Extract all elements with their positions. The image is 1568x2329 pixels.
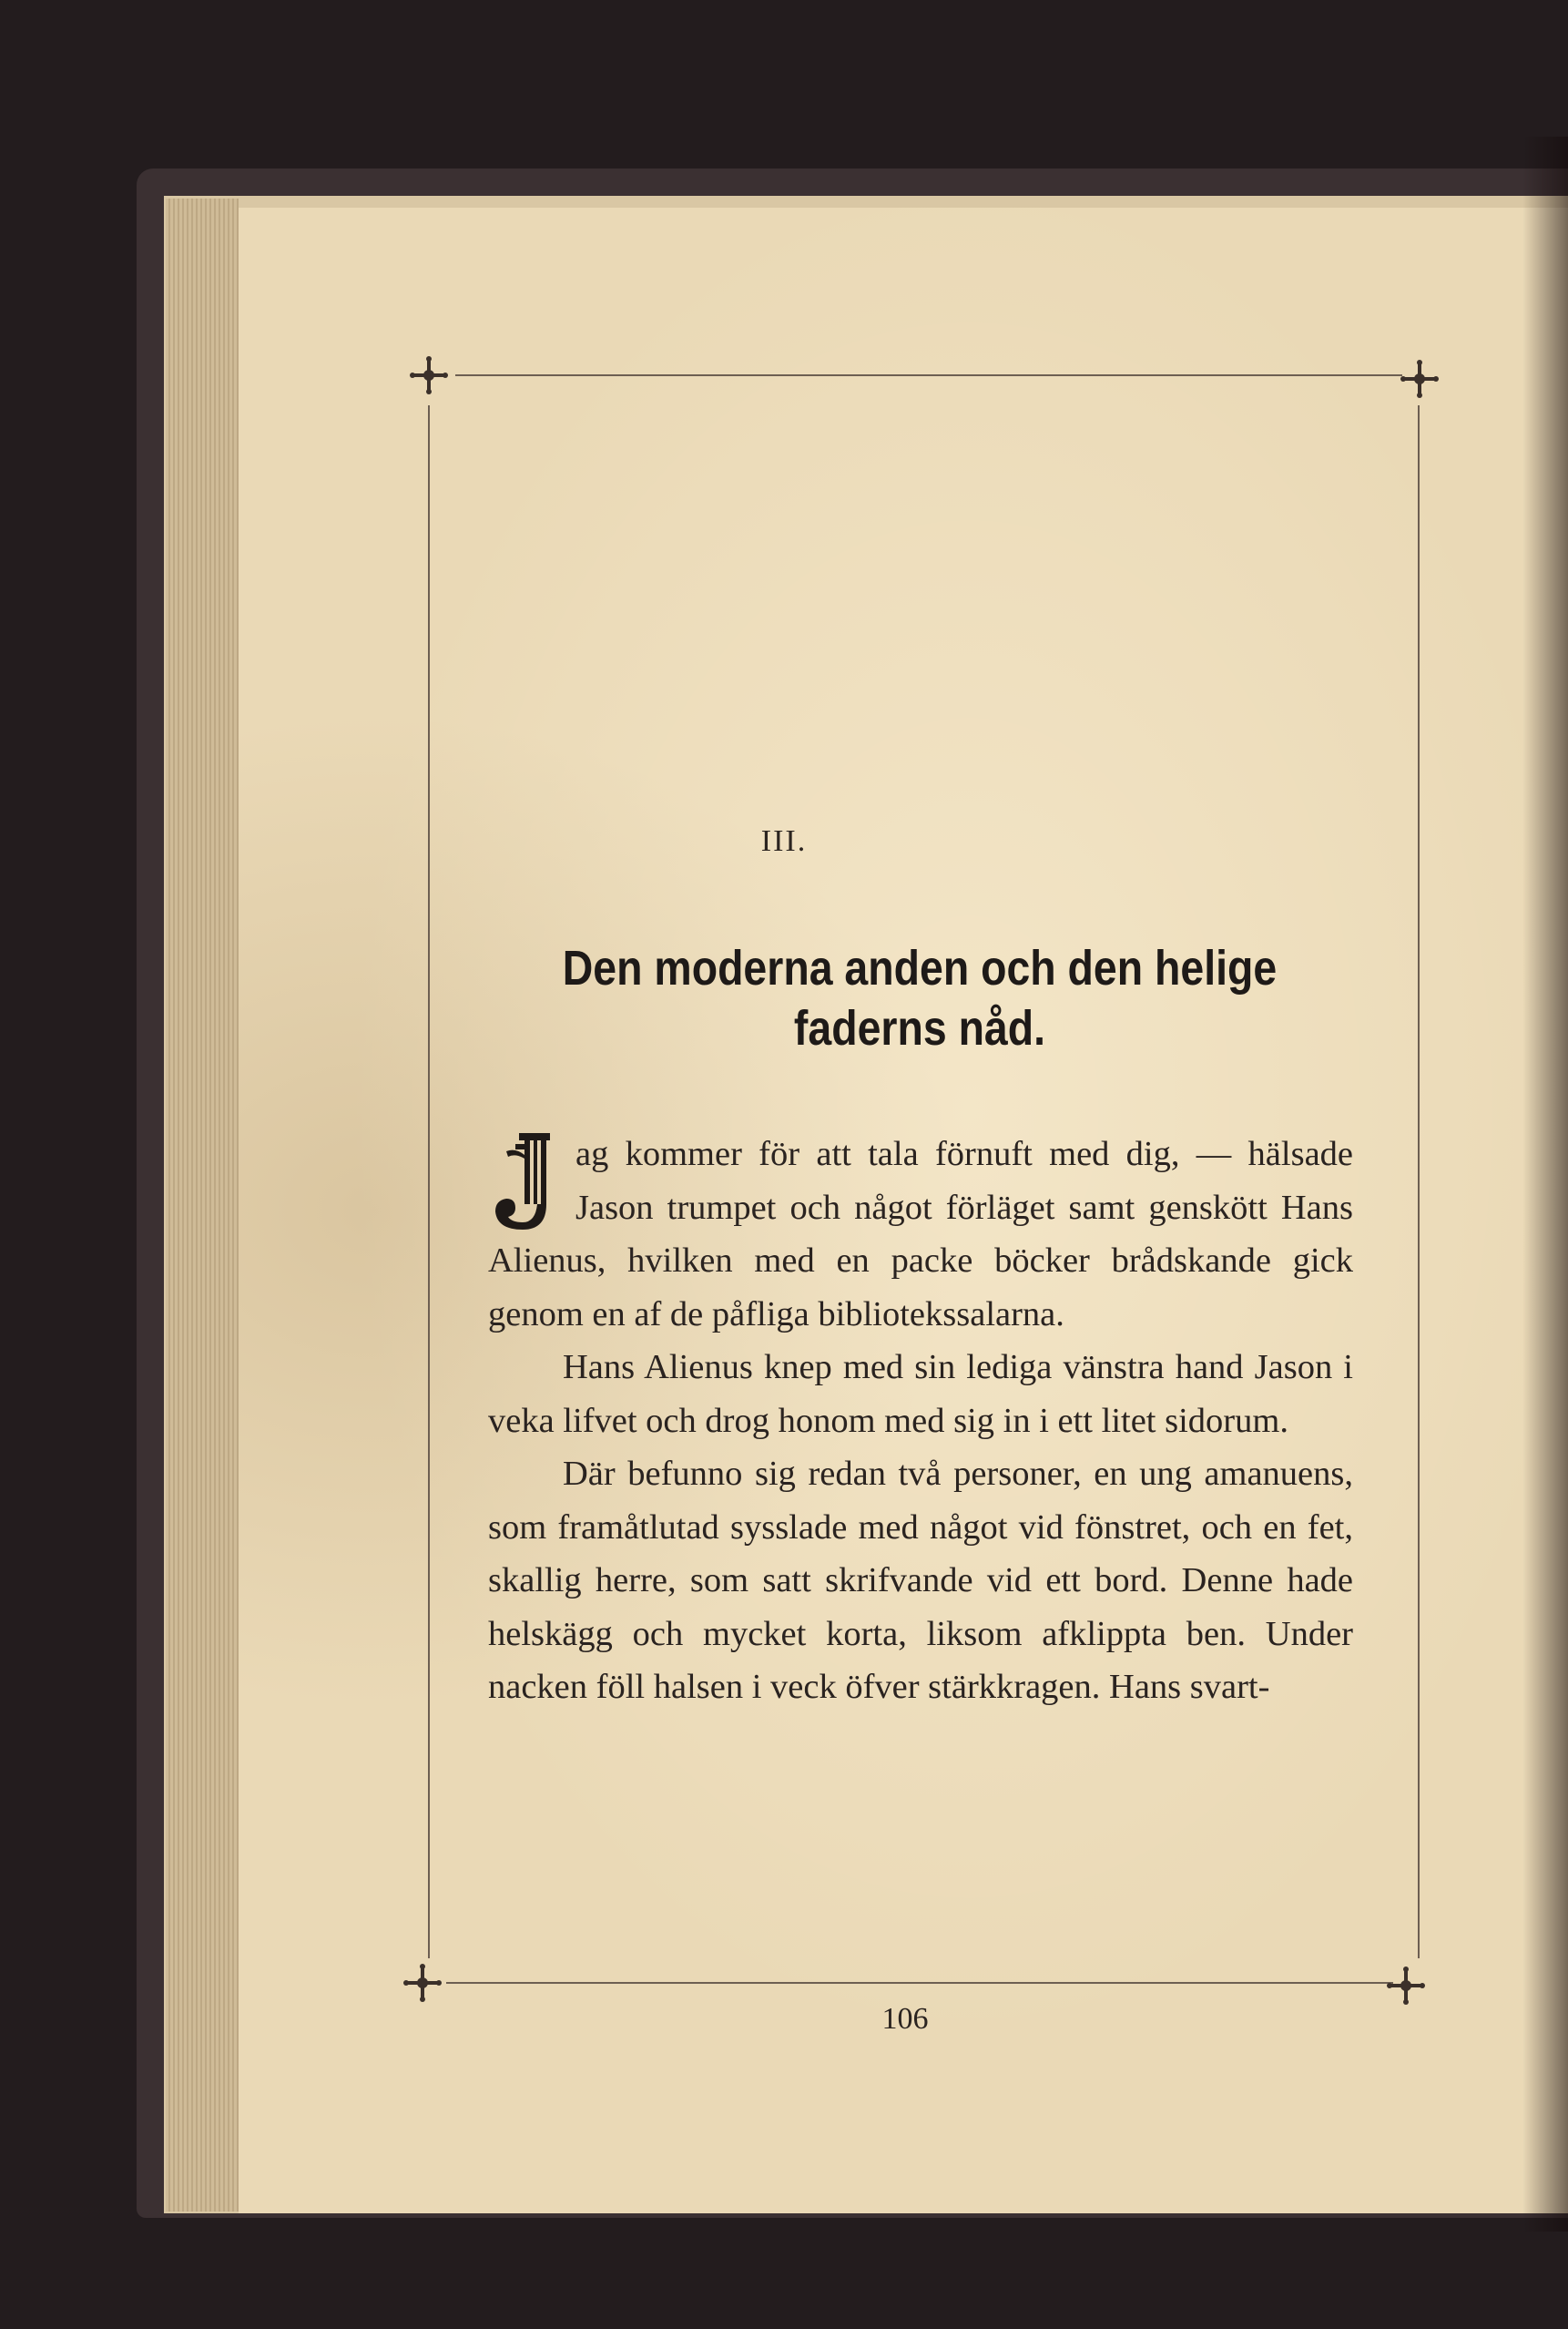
binding-shadow <box>1522 137 1568 2232</box>
paragraph-3: Där befunno sig redan två personer, en ung amanuens, som framåtlutad sysslade med något vid fönstret, och en fet, skallig herre, som satt skrifvande vid ett bord. Denne hade helskägg och mycket korta, liksom afklippta ben. Under nacken föll halsen i veck öfver stärkkragen. Hans svart- <box>488 1455 1353 1706</box>
chapter-title-line-1: Den moderna anden och den helige <box>562 941 1278 996</box>
dropcap-j-icon <box>488 1131 566 1233</box>
paragraph-2: Hans Alienus knep med sin lediga vänstra hand Jason i veka lifvet och drog honom med sig in i ett litet sidorum. <box>488 1348 1353 1440</box>
chapter-number: III. <box>760 824 808 858</box>
corner-ornament-bottom-right <box>1384 1964 1428 2007</box>
paragraph-1: ag kommer för att tala förnuft med dig, — hälsade Jason trumpet och något förläget samt genskött Hans Alienus, hvilken med en packe böcker brådskande gick genom en af de påfliga bibliotekssalarna. <box>488 1128 1353 1341</box>
frame-right-rule <box>1418 405 1420 1958</box>
frame-left-rule <box>428 405 430 1958</box>
corner-ornament-bottom-left <box>401 1961 444 2005</box>
corner-ornament-top-left <box>407 353 451 397</box>
chapter-title-line-2: faderns nåd. <box>793 1001 1046 1056</box>
chapter-title <box>552 938 1288 1058</box>
corner-ornament-top-right <box>1398 357 1441 401</box>
frame-bottom-rule <box>446 1982 1393 1984</box>
frame-top-rule <box>455 374 1402 376</box>
body-text <box>488 1128 1353 1714</box>
page-number: 106 <box>881 2002 929 2036</box>
page-edges <box>166 199 239 2212</box>
